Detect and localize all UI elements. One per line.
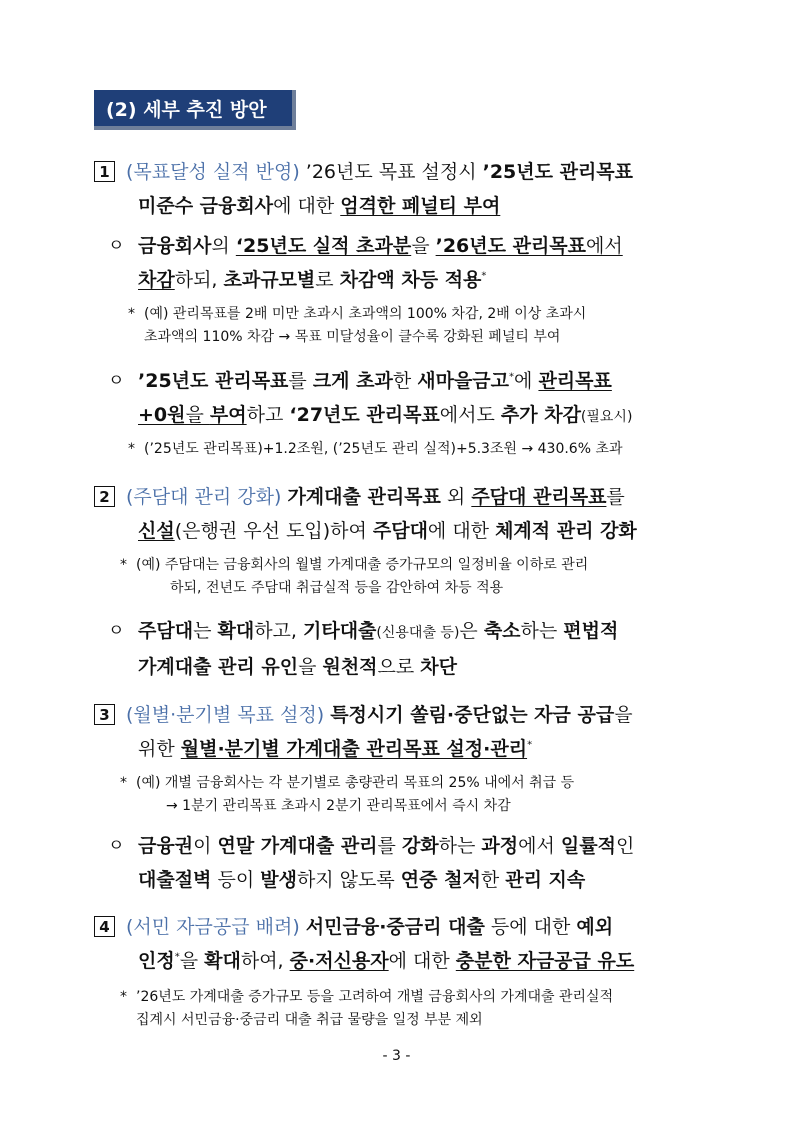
bullet-bold: 과정 <box>481 835 519 857</box>
item-text: 을 <box>179 950 205 972</box>
item-1 <box>94 155 704 223</box>
bullet-text: 를 <box>377 835 402 857</box>
item-bold: ’25년도 관리목표 <box>482 161 634 183</box>
bullet-bold: 연중 철저 <box>400 869 481 891</box>
note-text: 하되, 전년도 주담대 취급실적 등을 감안하여 차등 적용 <box>170 580 504 596</box>
bullet-bold: 추가 차감 <box>500 404 581 426</box>
bullet-text: 하되, <box>174 269 224 291</box>
item-bold: 서민금융·중금리 대출 <box>305 916 485 938</box>
bullet-text: 으로 <box>377 656 421 678</box>
bullet-emphasis: +0원 <box>138 404 186 426</box>
note-1 <box>128 303 703 349</box>
item-topic: (주담대 관리 강화) <box>126 486 282 508</box>
item-text: 등에 대한 <box>484 916 577 938</box>
bullet-marker: ㅇ <box>108 236 125 256</box>
bullet-bold: 관리 지속 <box>505 869 586 891</box>
item-text: 에 대한 <box>427 520 496 542</box>
note-text: (예) 개별 금융회사는 각 분기별로 총량관리 목표의 25% 내에서 취급 등 <box>136 775 575 791</box>
bullet-text: 에서도 <box>439 404 501 426</box>
item-emphasis: 주담대 관리목표 <box>471 486 607 508</box>
item-topic: (월별·분기별 목표 설정) <box>126 704 325 726</box>
item-bold: 예외 <box>576 916 614 938</box>
note-5 <box>120 986 703 1032</box>
item-3 <box>94 698 704 766</box>
item-text: 하여, <box>240 950 290 972</box>
bullet-bold: 확대 <box>217 620 255 642</box>
note-star: * <box>120 557 127 573</box>
item-bold: 주담대 <box>372 520 428 542</box>
item-topic: (목표달성 실적 반영) <box>126 161 300 183</box>
bullet-bold: 금융회사 <box>138 235 212 257</box>
bullet-text: 하고, <box>254 620 303 642</box>
page-number: - 3 - <box>382 1048 411 1064</box>
footnote-mark: * <box>509 371 515 383</box>
note-4 <box>120 772 703 818</box>
bullet-bold: 발생 <box>260 869 297 891</box>
item-text: 위한 <box>138 738 181 760</box>
note-3 <box>120 554 703 600</box>
bullet-bold: 강화 <box>401 835 439 857</box>
item-bold: 확대 <box>204 950 241 972</box>
bullet-bold: 초과규모별 <box>223 269 316 291</box>
bullet-text: 에서 <box>518 835 561 857</box>
item-4 <box>94 910 704 978</box>
item-emphasis: 충분한 자금공급 유도 <box>455 950 635 972</box>
bullet-text: 이 <box>193 835 218 857</box>
bullet-bold: ‘27년도 관리목표 <box>289 404 440 426</box>
bullet-bold: 크게 초과 <box>312 370 393 392</box>
bullet-text: 등이 <box>211 869 261 891</box>
note-text: ’26년도 가계대출 증가규모 등을 고려하여 개별 금융회사의 가계대출 관리실적 <box>136 989 614 1005</box>
item-number-box: 3 <box>94 704 115 725</box>
item-emphasis: 엄격한 페널티 부여 <box>340 195 501 217</box>
bullet-text: 하는 <box>438 835 482 857</box>
bullet-marker: ㅇ <box>108 836 125 856</box>
bullet-bold: 축소 <box>483 620 521 642</box>
bullet-emphasis: 부여 <box>209 404 247 426</box>
item-text: 외 <box>440 486 472 508</box>
bullet-text: 의 <box>211 235 236 257</box>
note-star: * <box>120 989 127 1005</box>
item-number-box: 4 <box>94 916 115 937</box>
bullet-text: 하는 <box>520 620 564 642</box>
bullet-text: 을 <box>298 656 323 678</box>
bullet-emphasis: ’26년도 관리목표 <box>435 235 587 257</box>
item-number-box: 2 <box>94 486 115 507</box>
item-bold: 미준수 금융회사 <box>138 195 274 217</box>
item-bold: 체계적 관리 강화 <box>495 520 637 542</box>
item-text: (은행권 우선 도입)하여 <box>174 520 373 542</box>
bullet-text: 를 <box>288 370 313 392</box>
bullet-emphasis: 관리목표 <box>538 370 612 392</box>
bullet-3 <box>108 614 704 684</box>
item-emphasis: 월별·분기별 가계대출 관리목표 설정·관리 <box>180 738 528 760</box>
item-text: 에 대한 <box>273 195 341 217</box>
note-text: (예) 관리목표를 2배 미만 초과시 초과액의 100% 차감, 2배 이상 초과시 <box>144 306 587 322</box>
bullet-bold: 연말 가계대출 관리 <box>217 835 378 857</box>
bullet-marker: ㅇ <box>108 371 125 391</box>
bullet-bold: 기타대출 <box>302 620 377 642</box>
note-text: 집계시 서민금융·중금리 대출 취급 물량을 일정 부분 제외 <box>136 1012 483 1028</box>
bullet-2 <box>108 364 704 434</box>
note-star: * <box>128 306 135 322</box>
bullet-text: 로 <box>315 269 340 291</box>
footnote-mark: * <box>174 951 180 963</box>
bullet-text: 한 <box>392 370 418 392</box>
bullet-text: 인 <box>615 835 635 857</box>
bullet-bold: 새마을금고 <box>417 370 510 392</box>
bullet-text: 하지 않도록 <box>296 869 401 891</box>
note-text: 초과액의 110% 차감 → 목표 미달성율이 클수록 강화된 페널티 부여 <box>144 329 561 345</box>
bullet-bold: 원천적 <box>322 656 378 678</box>
bullet-bold: 차단 <box>420 656 457 678</box>
footnote-mark: * <box>527 739 533 751</box>
note-2 <box>128 438 703 461</box>
bullet-text: 은 <box>459 620 484 642</box>
item-emphasis: 신설 <box>138 520 175 542</box>
bullet-bold: 가계대출 관리 유인 <box>138 656 299 678</box>
item-text: ’26년도 목표 설정시 <box>299 161 483 183</box>
item-number-box: 1 <box>94 161 115 182</box>
bullet-marker: ㅇ <box>108 621 125 641</box>
bullet-1 <box>108 229 704 297</box>
bullet-text: 에 <box>514 370 539 392</box>
note-text: (’25년도 관리목표)+1.2조원, (’25년도 관리 실적)+5.3조원 → 430.6% 초과 <box>144 441 623 457</box>
item-bold: 인정 <box>138 950 175 972</box>
bullet-text: 하고 <box>246 404 290 426</box>
item-text: 에 대한 <box>388 950 456 972</box>
note-star: * <box>128 441 135 457</box>
bullet-text: 한 <box>480 869 506 891</box>
bullet-bold: 일률적 <box>560 835 616 857</box>
bullet-small: (필요시) <box>580 409 633 425</box>
item-text: 를 <box>606 486 625 508</box>
bullet-bold: 금융권 <box>138 835 194 857</box>
bullet-small: (신용대출 등) <box>376 625 460 641</box>
bullet-text: 에서 <box>586 235 623 257</box>
note-star: * <box>120 775 127 791</box>
item-topic: (서민 자금공급 배려) <box>126 916 300 938</box>
bullet-bold: ’25년도 관리목표 <box>138 370 289 392</box>
bullet-emphasis: 차감 <box>138 269 175 291</box>
item-bold: 특정시기 쏠림·중단없는 자금 공급 <box>330 704 615 726</box>
bullet-text: 을 <box>411 235 436 257</box>
bullet-text: 는 <box>193 620 218 642</box>
bullet-bold: 주담대 <box>138 620 194 642</box>
note-text: (예) 주담대는 금융회사의 월별 가계대출 증가규모의 일정비율 이하로 관리 <box>136 557 589 573</box>
item-bold: 가계대출 관리목표 <box>287 486 441 508</box>
bullet-bold: 대출절벽 <box>138 869 212 891</box>
footnote-mark: * <box>481 270 487 282</box>
section-heading: (2) 세부 추진 방안 <box>94 90 296 130</box>
bullet-text: 을 <box>185 404 210 426</box>
item-emphasis: 중·저신용자 <box>289 950 389 972</box>
item-text: 을 <box>614 704 633 726</box>
bullet-4 <box>108 829 704 897</box>
bullet-bold: 편법적 <box>563 620 619 642</box>
bullet-emphasis: ‘25년도 실적 초과분 <box>235 235 412 257</box>
bullet-bold: 차감액 차등 적용 <box>339 269 482 291</box>
note-text: → 1분기 관리목표 초과시 2분기 관리목표에서 즉시 차감 <box>166 798 511 814</box>
item-2 <box>94 480 704 548</box>
